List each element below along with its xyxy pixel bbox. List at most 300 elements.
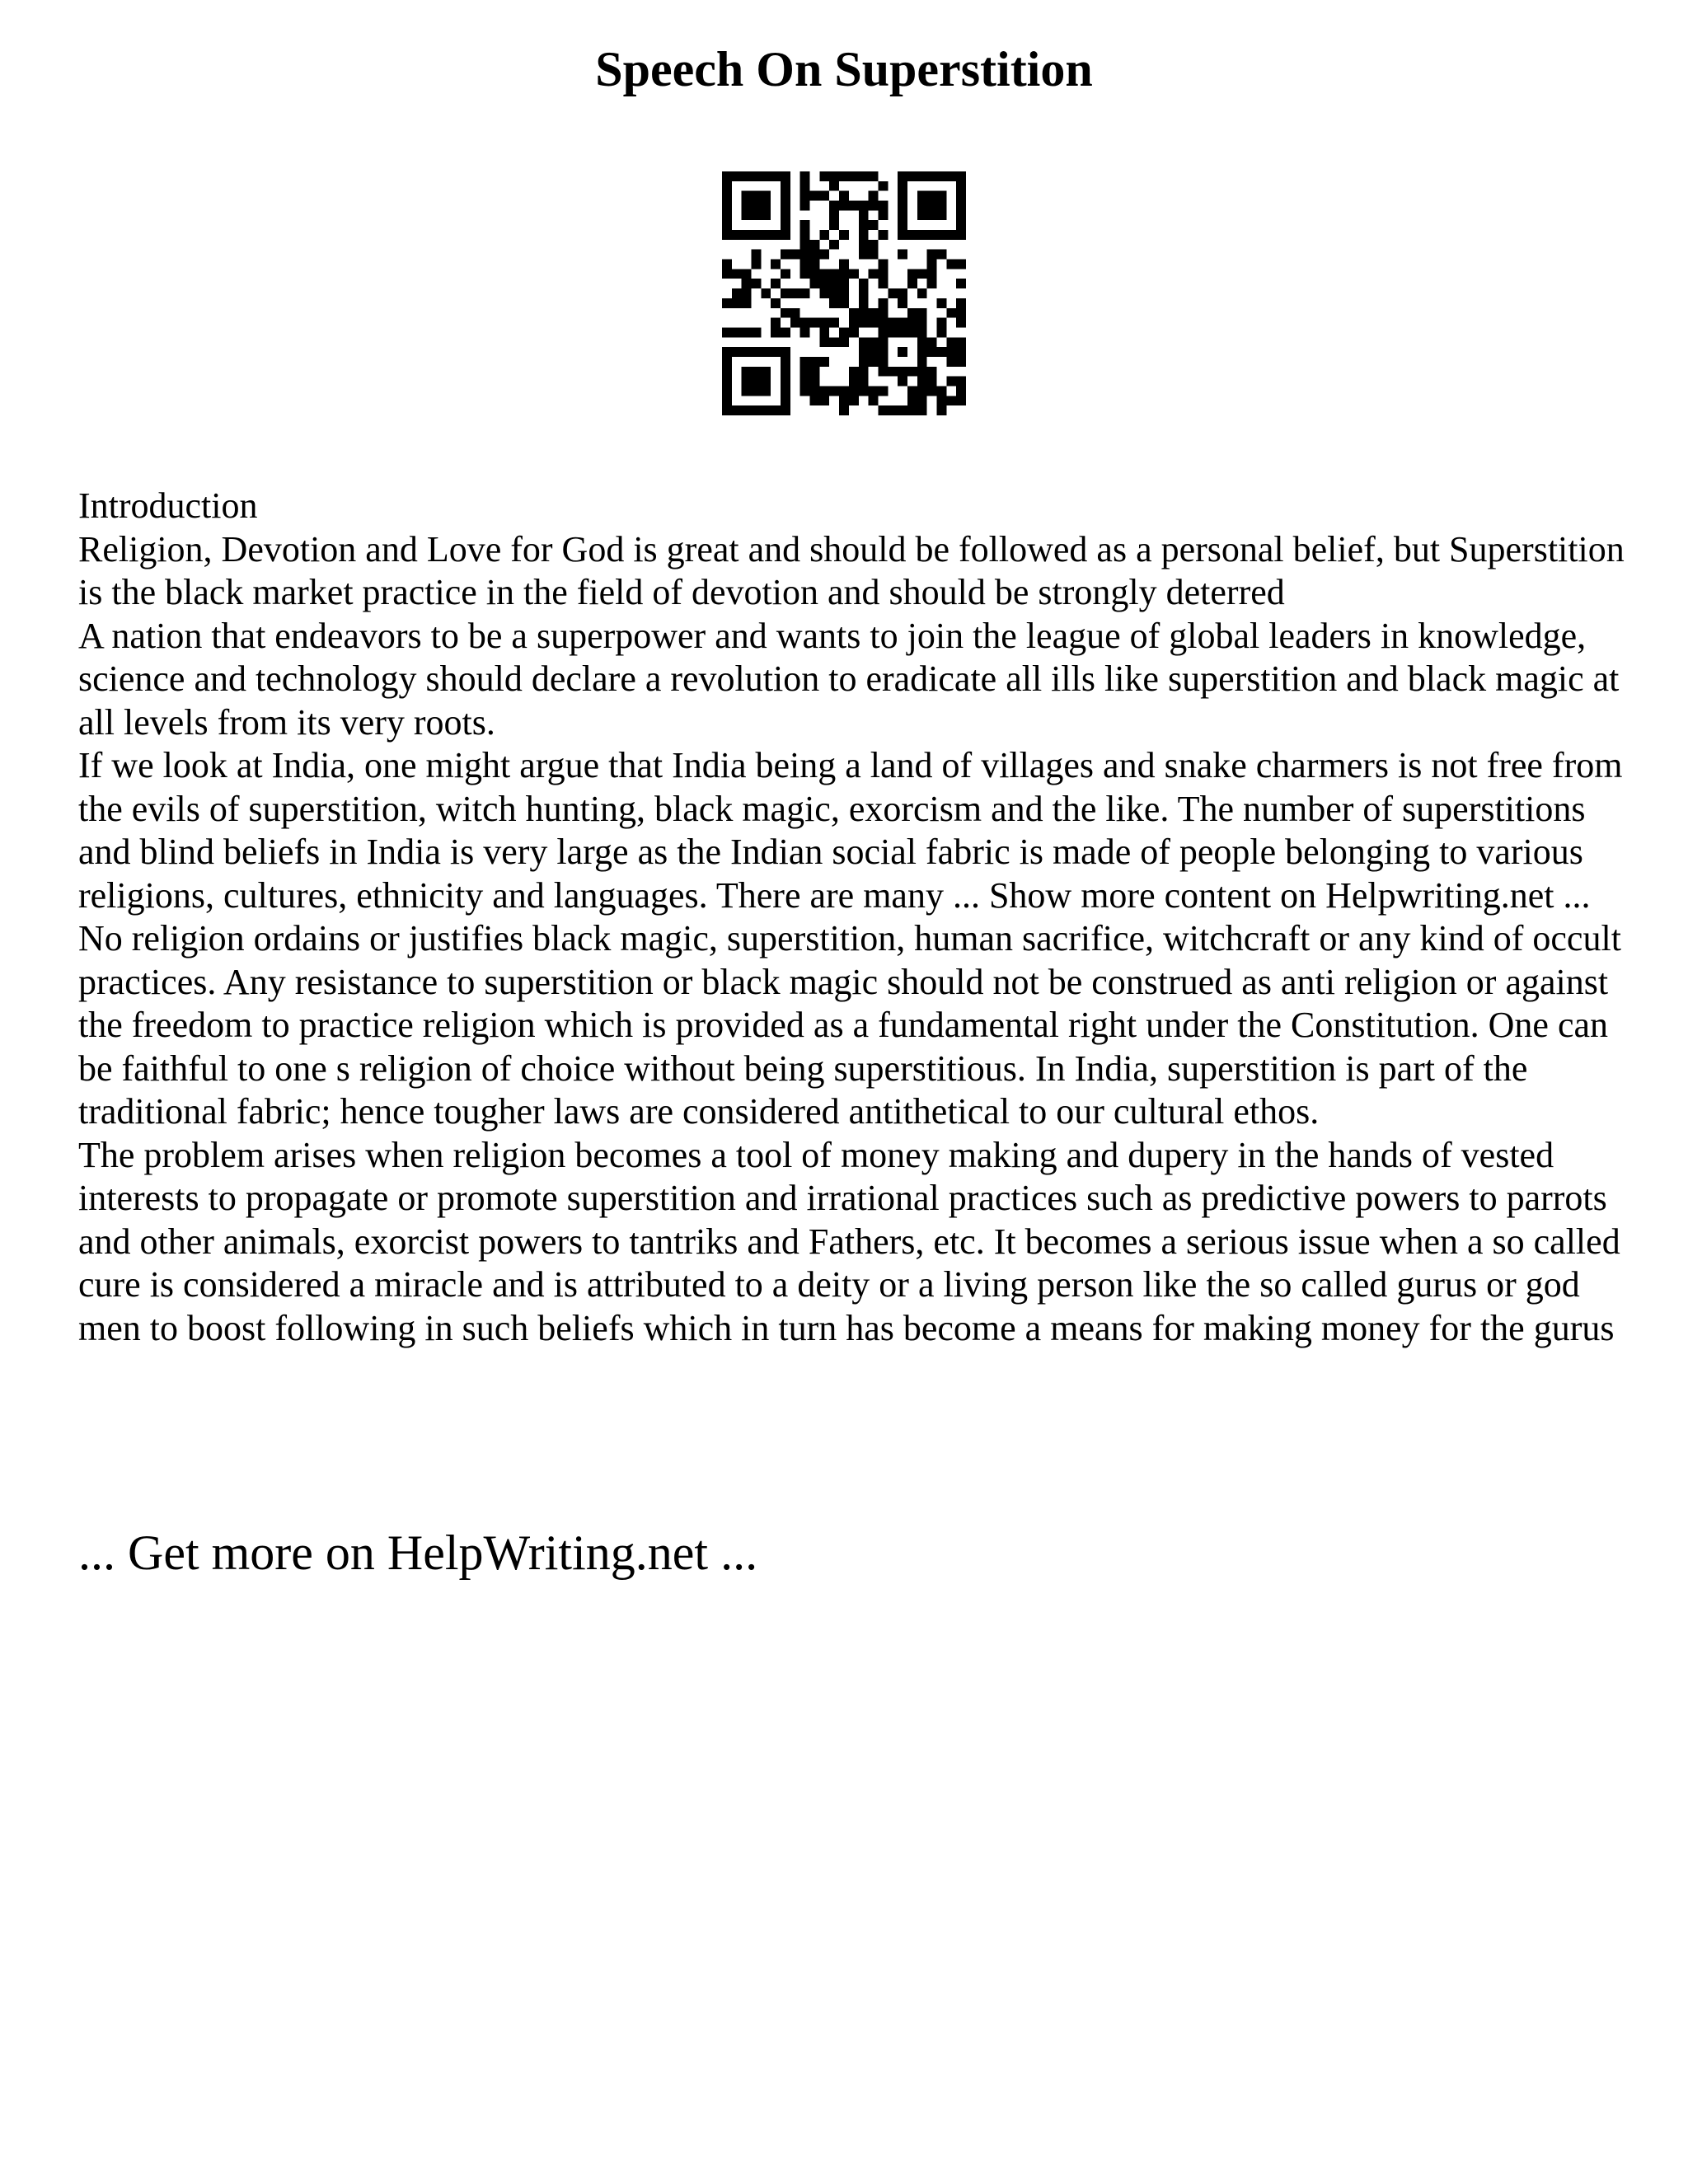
qr-module — [752, 171, 762, 181]
qr-module — [956, 308, 966, 318]
qr-module — [907, 171, 917, 181]
qr-module — [917, 357, 927, 367]
qr-module — [869, 318, 879, 328]
qr-module — [898, 220, 907, 230]
qr-module — [946, 230, 956, 240]
qr-module — [722, 230, 732, 240]
qr-module — [936, 191, 946, 201]
paragraph-nation-superpower: A nation that endeavors to be a superpower and wants to join the league of global leaders in knowledge, science and technology should declare a revolution to eradicate all ills like superstition and black magic at all levels from its very roots. — [78, 615, 1620, 743]
qr-module — [878, 308, 888, 318]
qr-module — [810, 279, 820, 288]
qr-module — [829, 318, 839, 328]
qr-module — [800, 220, 810, 230]
qr-module — [849, 367, 859, 377]
qr-module — [752, 377, 762, 387]
qr-module — [781, 171, 790, 181]
qr-module — [859, 201, 869, 211]
qr-module — [829, 279, 839, 288]
qr-module — [742, 405, 752, 415]
qr-module — [839, 171, 849, 181]
qr-module — [771, 171, 781, 181]
qr-module — [800, 181, 810, 191]
qr-module — [917, 396, 927, 405]
qr-module — [839, 405, 849, 415]
qr-module — [898, 210, 907, 220]
qr-module — [839, 230, 849, 240]
qr-module — [956, 210, 966, 220]
qr-module — [839, 201, 849, 211]
qr-module — [927, 201, 937, 211]
qr-module — [781, 210, 790, 220]
qr-module — [917, 230, 927, 240]
qr-module — [742, 377, 752, 387]
qr-module — [898, 327, 907, 337]
qr-module — [878, 318, 888, 328]
qr-module — [839, 269, 849, 279]
qr-module — [936, 405, 946, 415]
qr-module — [839, 337, 849, 347]
qr-module — [722, 181, 732, 191]
qr-module — [761, 171, 771, 181]
qr-module — [898, 298, 907, 308]
qr-module — [819, 318, 829, 328]
qr-module — [869, 357, 879, 367]
qr-module — [722, 210, 732, 220]
qr-module — [722, 396, 732, 405]
qr-module — [752, 405, 762, 415]
qr-module — [927, 210, 937, 220]
qr-module — [742, 230, 752, 240]
qr-module — [829, 210, 839, 220]
qr-module — [946, 396, 956, 405]
qr-module — [742, 298, 752, 308]
qr-module — [781, 308, 790, 318]
qr-module — [946, 347, 956, 357]
qr-module — [869, 396, 879, 405]
qr-module — [819, 279, 829, 288]
qr-module — [810, 318, 820, 328]
qr-module — [810, 377, 820, 387]
qr-module — [898, 181, 907, 191]
qr-module — [946, 260, 956, 269]
qr-module — [927, 386, 937, 396]
qr-module — [839, 260, 849, 269]
qr-module — [956, 191, 966, 201]
qr-module — [781, 405, 790, 415]
qr-module — [810, 240, 820, 250]
qr-module — [790, 318, 800, 328]
qr-code-graphic — [722, 171, 966, 415]
qr-module — [742, 171, 752, 181]
qr-module — [722, 201, 732, 211]
qr-module — [761, 405, 771, 415]
qr-module — [742, 367, 752, 377]
qr-module — [898, 405, 907, 415]
qr-module — [927, 191, 937, 201]
qr-module — [917, 327, 927, 337]
qr-module — [761, 386, 771, 396]
qr-module — [927, 171, 937, 181]
qr-module — [907, 327, 917, 337]
qr-module — [752, 250, 762, 260]
qr-module — [761, 347, 771, 357]
qr-module — [752, 191, 762, 201]
get-more-link[interactable]: ... Get more on HelpWriting.net ... — [78, 1526, 758, 1580]
qr-module — [771, 230, 781, 240]
qr-module — [800, 269, 810, 279]
qr-module — [819, 357, 829, 367]
qr-module — [849, 327, 859, 337]
qr-module — [898, 201, 907, 211]
qr-module — [722, 377, 732, 387]
qr-module — [936, 318, 946, 328]
qr-module — [907, 396, 917, 405]
qr-module — [839, 327, 849, 337]
qr-module — [839, 386, 849, 396]
qr-module — [859, 288, 869, 298]
qr-module — [927, 377, 937, 387]
qr-module — [722, 347, 732, 357]
qr-module — [878, 260, 888, 269]
qr-module — [819, 269, 829, 279]
qr-module — [869, 220, 879, 230]
qr-module — [917, 367, 927, 377]
qr-code-icon — [722, 171, 966, 415]
qr-module — [869, 171, 879, 181]
qr-module — [800, 357, 810, 367]
qr-module — [752, 367, 762, 377]
qr-module — [829, 386, 839, 396]
qr-module — [800, 201, 810, 211]
qr-module — [878, 181, 888, 191]
qr-module — [752, 201, 762, 211]
qr-module — [907, 269, 917, 279]
qr-module — [956, 260, 966, 269]
qr-module — [849, 377, 859, 387]
qr-module — [859, 171, 869, 181]
qr-module — [752, 347, 762, 357]
qr-module — [742, 288, 752, 298]
qr-module — [839, 396, 849, 405]
qr-module — [752, 260, 762, 269]
qr-module — [917, 308, 927, 318]
qr-module — [936, 298, 946, 308]
qr-module — [888, 327, 898, 337]
qr-module — [859, 298, 869, 308]
qr-module — [742, 269, 752, 279]
qr-module — [800, 230, 810, 240]
qr-module — [800, 367, 810, 377]
qr-module — [839, 279, 849, 288]
qr-module — [888, 405, 898, 415]
qr-module — [722, 260, 732, 269]
page-title: Speech On Superstition — [595, 42, 1093, 96]
qr-module — [722, 405, 732, 415]
qr-module — [869, 337, 879, 347]
qr-module — [907, 386, 917, 396]
qr-module — [888, 318, 898, 328]
qr-module — [956, 201, 966, 211]
qr-module — [761, 191, 771, 201]
qr-module — [878, 386, 888, 396]
qr-module — [722, 367, 732, 377]
qr-module — [752, 327, 762, 337]
qr-module — [819, 250, 829, 260]
qr-module — [849, 396, 859, 405]
qr-module — [869, 386, 879, 396]
qr-module — [936, 327, 946, 337]
qr-module — [819, 396, 829, 405]
qr-module — [956, 230, 966, 240]
qr-module — [869, 250, 879, 260]
qr-module — [927, 337, 937, 347]
qr-module — [878, 347, 888, 357]
qr-module — [781, 181, 790, 191]
qr-module — [859, 308, 869, 318]
qr-module — [956, 181, 966, 191]
qr-module — [917, 171, 927, 181]
qr-module — [742, 201, 752, 211]
qr-module — [907, 308, 917, 318]
qr-module — [781, 386, 790, 396]
qr-module — [878, 201, 888, 211]
qr-module — [829, 298, 839, 308]
qr-module — [761, 377, 771, 387]
qr-module — [956, 298, 966, 308]
qr-module — [878, 210, 888, 220]
qr-module — [732, 269, 742, 279]
paragraph-religion-devotion: Religion, Devotion and Love for God is great and should be followed as a personal belief, but Superstition is the black market practice in the field of devotion and should be strongly deterred — [78, 528, 1625, 612]
qr-module — [946, 377, 956, 387]
qr-module — [781, 367, 790, 377]
qr-module — [878, 279, 888, 288]
qr-module — [781, 269, 790, 279]
qr-module — [800, 260, 810, 269]
paragraph-introduction: Introduction — [78, 485, 258, 526]
qr-module — [781, 327, 790, 337]
qr-module — [936, 210, 946, 220]
qr-module — [829, 240, 839, 250]
qr-module — [869, 201, 879, 211]
qr-module — [810, 357, 820, 367]
qr-module — [742, 386, 752, 396]
qr-module — [761, 230, 771, 240]
qr-module — [829, 337, 839, 347]
qr-module — [907, 318, 917, 328]
qr-module — [732, 230, 742, 240]
qr-module — [917, 347, 927, 357]
qr-module — [752, 210, 762, 220]
qr-module — [859, 318, 869, 328]
qr-module — [819, 327, 829, 337]
qr-module — [936, 201, 946, 211]
qr-module — [917, 337, 927, 347]
paragraph-problem-arises: The problem arises when religion becomes a tool of money making and dupery in the hands of vested interests to propagate or promote superstition and irrational practices such as predictive powers to parrots and other animals, exorcist powers to tantriks and Fathers, etc. It becomes a serious issue when a so called cure is considered a miracle and is attributed to a deity or a living person like the so called gurus or god men to boost following in such beliefs which in turn has become a means for making money for the gurus — [78, 1134, 1620, 1348]
qr-module — [781, 191, 790, 201]
qr-module — [956, 337, 966, 347]
qr-module — [956, 386, 966, 396]
qr-module — [781, 220, 790, 230]
qr-module — [917, 377, 927, 387]
qr-module — [927, 250, 937, 260]
qr-module — [781, 377, 790, 387]
qr-module — [956, 220, 966, 230]
qr-module — [732, 405, 742, 415]
qr-module — [819, 191, 829, 201]
qr-module — [761, 288, 771, 298]
qr-module — [946, 337, 956, 347]
qr-module — [946, 171, 956, 181]
qr-module — [956, 396, 966, 405]
qr-module — [927, 279, 937, 288]
qr-module — [810, 396, 820, 405]
qr-module — [810, 260, 820, 269]
qr-module — [771, 405, 781, 415]
qr-module — [819, 386, 829, 396]
qr-module — [878, 269, 888, 279]
qr-module — [790, 308, 800, 318]
qr-module — [859, 377, 869, 387]
qr-module — [956, 357, 966, 367]
qr-module — [800, 327, 810, 337]
qr-module — [898, 171, 907, 181]
qr-module — [878, 230, 888, 240]
qr-module — [936, 250, 946, 260]
qr-module — [800, 377, 810, 387]
qr-module — [810, 269, 820, 279]
qr-module — [898, 191, 907, 201]
qr-module — [956, 171, 966, 181]
qr-module — [898, 377, 907, 387]
qr-module — [800, 318, 810, 328]
qr-module — [849, 171, 859, 181]
qr-module — [898, 230, 907, 240]
qr-module — [761, 367, 771, 377]
qr-module — [927, 269, 937, 279]
qr-module — [898, 367, 907, 377]
qr-module — [771, 318, 781, 328]
qr-module — [859, 279, 869, 288]
qr-module — [771, 327, 781, 337]
qr-module — [917, 191, 927, 201]
qr-module — [946, 357, 956, 367]
qr-module — [849, 269, 859, 279]
qr-module — [907, 230, 917, 240]
qr-module — [898, 347, 907, 357]
qr-module — [956, 347, 966, 357]
qr-module — [878, 298, 888, 308]
qr-module — [927, 230, 937, 240]
qr-module — [722, 327, 732, 337]
qr-module — [722, 191, 732, 201]
qr-module — [819, 171, 829, 181]
qr-module — [810, 386, 820, 396]
qr-module — [888, 367, 898, 377]
qr-module — [898, 288, 907, 298]
qr-module — [732, 347, 742, 357]
qr-module — [722, 220, 732, 230]
qr-module — [742, 191, 752, 201]
paragraph-india-superstitions: If we look at India, one might argue that India being a land of villages and snake charmers is not free from the evils of superstition, witch hunting, black magic, exorcism and the like. The number of superstitions and blind beliefs in India is very large as the Indian social fabric is made of people belonging to various religions, cultures, ethnicity and languages. There are many ... Show more content on Helpwriting.net ... — [78, 745, 1623, 916]
qr-module — [742, 210, 752, 220]
qr-module — [859, 230, 869, 240]
qr-module — [956, 377, 966, 387]
qr-module — [936, 396, 946, 405]
qr-module — [878, 327, 888, 337]
qr-module — [732, 327, 742, 337]
qr-module — [917, 405, 927, 415]
qr-module — [907, 405, 917, 415]
qr-module — [732, 171, 742, 181]
qr-module — [771, 260, 781, 269]
qr-module — [946, 308, 956, 318]
qr-module — [752, 279, 762, 288]
qr-module — [752, 386, 762, 396]
qr-module — [790, 288, 800, 298]
qr-module — [859, 210, 869, 220]
qr-module — [878, 337, 888, 347]
qr-module — [800, 250, 810, 260]
qr-module — [810, 191, 820, 201]
qr-module — [722, 386, 732, 396]
qr-module — [917, 386, 927, 396]
qr-module — [917, 318, 927, 328]
qr-module — [917, 201, 927, 211]
qr-module — [800, 386, 810, 396]
qr-module — [849, 386, 859, 396]
qr-module — [742, 347, 752, 357]
qr-module — [761, 201, 771, 211]
qr-module — [869, 308, 879, 318]
qr-module — [936, 347, 946, 357]
qr-module — [849, 318, 859, 328]
qr-module — [722, 357, 732, 367]
qr-module — [869, 240, 879, 250]
article-body — [78, 485, 1628, 1350]
qr-module — [917, 210, 927, 220]
qr-module — [781, 396, 790, 405]
qr-module — [800, 240, 810, 250]
qr-module — [859, 386, 869, 396]
qr-module — [752, 230, 762, 240]
qr-module — [917, 269, 927, 279]
qr-module — [819, 337, 829, 347]
qr-module — [859, 337, 869, 347]
qr-module — [859, 220, 869, 230]
qr-module — [849, 308, 859, 318]
qr-module — [722, 269, 732, 279]
qr-module — [869, 191, 879, 201]
qr-module — [722, 171, 732, 181]
qr-module — [859, 367, 869, 377]
qr-module — [800, 191, 810, 201]
qr-module — [956, 318, 966, 328]
qr-module — [771, 279, 781, 288]
qr-module — [917, 288, 927, 298]
qr-module — [936, 386, 946, 396]
qr-module — [907, 367, 917, 377]
qr-module — [829, 269, 839, 279]
qr-module — [839, 191, 849, 201]
qr-module — [927, 347, 937, 357]
qr-module — [936, 230, 946, 240]
qr-module — [956, 279, 966, 288]
qr-module — [810, 367, 820, 377]
qr-module — [907, 279, 917, 288]
qr-module — [859, 347, 869, 357]
qr-module — [742, 279, 752, 288]
qr-module — [878, 405, 888, 415]
